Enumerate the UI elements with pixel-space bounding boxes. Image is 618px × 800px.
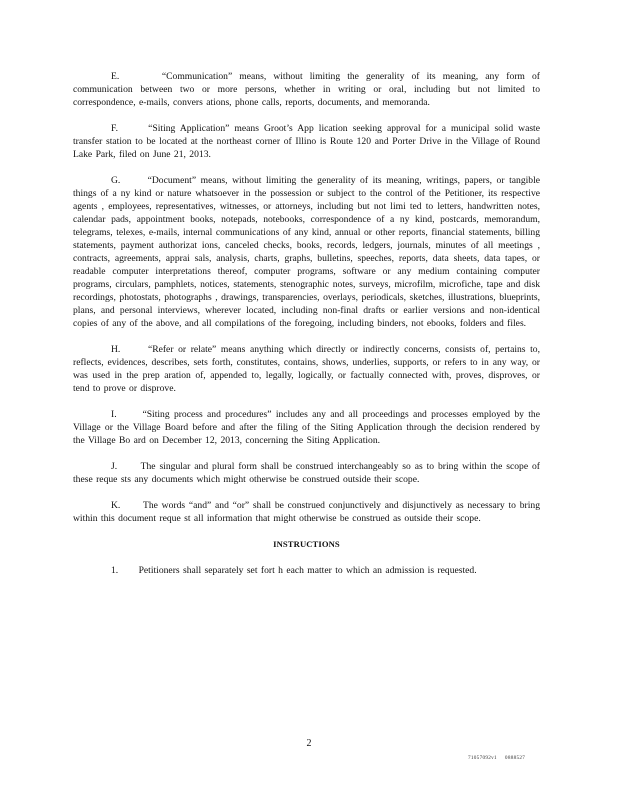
document-id: 71057092v1 0888527 (468, 755, 526, 761)
definition-siting-application: F. “Siting Application” means Groot’s App lication seeking approval for a municipal solid waste transfer station to be located at the northeast corner of Illino is Route 120 and Porter Drive in the Village of Round Lake Park, filed on June 21, 2013. (73, 123, 540, 160)
definition-singular-plural: J. The singular and plural form shall be construed interchangeably so as to bring within the scope of these reque sts any documents which might otherwise be construed outside their scope. (73, 461, 540, 485)
definition-refer-or-relate: H. “Refer or relate” means anything which directly or indirectly concerns, consists of, pertains to, reflects, evidences, describes, sets forth, constitutes, contains, shows, underlies, supports, or refers to in any way, or was used in the prep aration of, appended to, legally, logically, or factually connected with, proves, disproves, or tend to prove or disprove. (73, 344, 540, 394)
instruction-1: 1. Petitioners shall separately set fort h each matter to which an admission is requested. (111, 565, 477, 576)
definition-and-or: K. The words “and” and “or” shall be construed conjunctively and disjunctively as necessary to bring within this document reque st all information that might otherwise be construed as outside their scope. (73, 500, 540, 524)
document-body (73, 70, 540, 590)
page-number: 2 (306, 738, 312, 749)
instructions-heading: INSTRUCTIONS (273, 539, 340, 549)
definition-communication: E. “Communication” means, without limiting the generality of its meaning, any form of communication between two or more persons, whether in writing or oral, including but not limited to correspondence, e-mails, convers ations, phone calls, reports, documents, and memoranda. (73, 71, 540, 108)
definition-siting-process: I. “Siting process and procedures” includes any and all proceedings and processes employed by the Village or the Village Board before and after the filing of the Siting Application through the decision rendered by the Village Bo ard on December 12, 2013, concerning the Siting Application. (73, 409, 540, 446)
definition-document: G. “Document” means, without limiting the generality of its meaning, writings, papers, or tangible things of a ny kind or nature whatsoever in the possession or subject to the control of the Petitioner, its respective agents , employees, representatives, witnesses, or attorneys, including but not limi ted to letters, handwritten notes, calendar pads, appointment books, notepads, notebooks, correspondence of a ny kind, postcards, memorandum, telegrams, telexes, e-mails, internal communications of any kind, annual or other reports, financial statements, billing statements, payment authorizat ions, canceled checks, books, records, ledgers, journals, minutes of all meetings , contracts, agreements, apprai sals, analysis, charts, graphs, bulletins, speeches, reports, data sheets, data tapes, or readable computer interpretations thereof, computer programs, software or any medium containing computer programs, circulars, pamphlets, notices, statements, stenographic notes, surveys, microfilm, microfiche, tape and disk recordings, photostats, photographs , drawings, transparencies, overlays, periodicals, sketches, illustrations, blueprints, plans, and personal interviews, wherever located, including non-final drafts or earlier versions and non-identical copies of any of the above, and all compilations of the foregoing, including binders, not ebooks, folders and files. (73, 175, 540, 329)
